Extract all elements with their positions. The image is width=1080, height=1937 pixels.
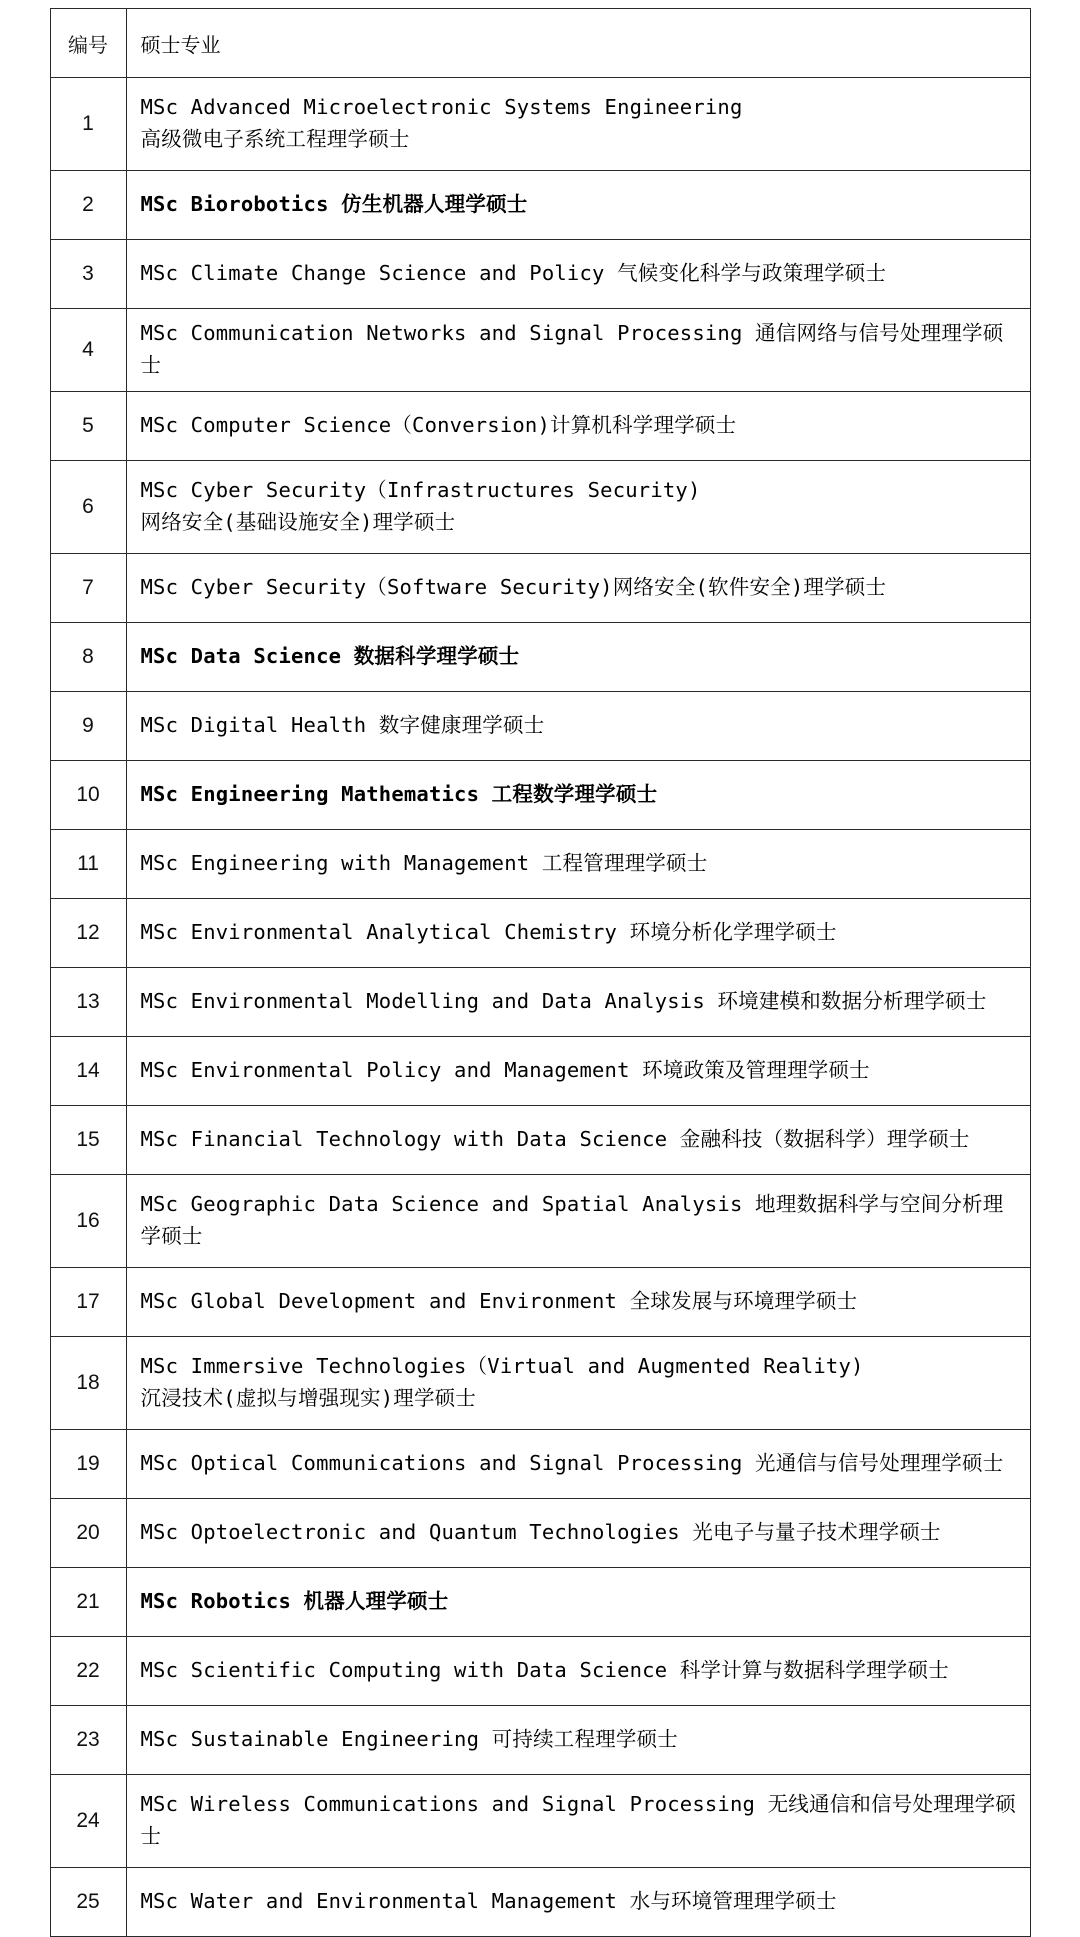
row-number: 9 <box>50 691 126 760</box>
column-header-number: 编号 <box>50 9 126 78</box>
table-body <box>50 78 1030 1937</box>
table-header-row <box>50 9 1030 78</box>
row-number: 12 <box>50 898 126 967</box>
row-major-name: MSc Data Science 数据科学理学硕士 <box>126 622 1030 691</box>
row-major-name: MSc Climate Change Science and Policy 气候变化科学与政策理学硕士 <box>126 240 1030 309</box>
row-major-name: MSc Engineering Mathematics 工程数学理学硕士 <box>126 760 1030 829</box>
row-number: 18 <box>50 1336 126 1429</box>
row-number: 5 <box>50 391 126 460</box>
row-number: 24 <box>50 1774 126 1867</box>
row-major-name: MSc Geographic Data Science and Spatial Analysis 地理数据科学与空间分析理学硕士 <box>126 1174 1030 1267</box>
table-row <box>50 1636 1030 1705</box>
row-major-name: MSc Cyber Security（Infrastructures Security) 网络安全(基础设施安全)理学硕士 <box>126 460 1030 553</box>
row-number: 2 <box>50 171 126 240</box>
table-row <box>50 460 1030 553</box>
row-number: 6 <box>50 460 126 553</box>
table-row <box>50 553 1030 622</box>
row-major-name: MSc Immersive Technologies（Virtual and Augmented Reality) 沉浸技术(虚拟与增强现实)理学硕士 <box>126 1336 1030 1429</box>
table-row <box>50 1105 1030 1174</box>
table-row <box>50 898 1030 967</box>
row-major-name: MSc Cyber Security（Software Security)网络安全(软件安全)理学硕士 <box>126 553 1030 622</box>
row-number: 10 <box>50 760 126 829</box>
row-number: 1 <box>50 78 126 171</box>
row-number: 4 <box>50 309 126 392</box>
row-major-name: MSc Communication Networks and Signal Processing 通信网络与信号处理理学硕士 <box>126 309 1030 392</box>
row-number: 19 <box>50 1429 126 1498</box>
masters-programmes-table <box>50 8 1031 1937</box>
row-major-name: MSc Engineering with Management 工程管理理学硕士 <box>126 829 1030 898</box>
row-major-name: MSc Environmental Analytical Chemistry 环境分析化学理学硕士 <box>126 898 1030 967</box>
row-major-name: MSc Sustainable Engineering 可持续工程理学硕士 <box>126 1705 1030 1774</box>
table-row <box>50 1567 1030 1636</box>
table-row <box>50 1774 1030 1867</box>
table-row <box>50 1036 1030 1105</box>
row-major-name: MSc Global Development and Environment 全球发展与环境理学硕士 <box>126 1267 1030 1336</box>
table-row <box>50 1498 1030 1567</box>
row-major-name: MSc Biorobotics 仿生机器人理学硕士 <box>126 171 1030 240</box>
row-major-name: MSc Computer Science（Conversion)计算机科学理学硕士 <box>126 391 1030 460</box>
row-number: 21 <box>50 1567 126 1636</box>
table-row <box>50 391 1030 460</box>
table-row <box>50 1174 1030 1267</box>
row-major-name: MSc Robotics 机器人理学硕士 <box>126 1567 1030 1636</box>
table-row <box>50 171 1030 240</box>
table-row <box>50 691 1030 760</box>
table-row <box>50 240 1030 309</box>
row-major-name: MSc Water and Environmental Management 水与环境管理理学硕士 <box>126 1867 1030 1936</box>
row-number: 7 <box>50 553 126 622</box>
table-row <box>50 967 1030 1036</box>
table-row <box>50 309 1030 392</box>
row-major-name: MSc Scientific Computing with Data Science 科学计算与数据科学理学硕士 <box>126 1636 1030 1705</box>
table-row <box>50 622 1030 691</box>
row-number: 14 <box>50 1036 126 1105</box>
table-row <box>50 1336 1030 1429</box>
table-row <box>50 829 1030 898</box>
row-number: 13 <box>50 967 126 1036</box>
table-row <box>50 760 1030 829</box>
table-row <box>50 1267 1030 1336</box>
table-header <box>50 9 1030 78</box>
row-number: 25 <box>50 1867 126 1936</box>
row-number: 22 <box>50 1636 126 1705</box>
row-number: 15 <box>50 1105 126 1174</box>
table-row <box>50 1429 1030 1498</box>
row-major-name: MSc Environmental Modelling and Data Analysis 环境建模和数据分析理学硕士 <box>126 967 1030 1036</box>
row-number: 3 <box>50 240 126 309</box>
row-major-name: MSc Environmental Policy and Management 环境政策及管理理学硕士 <box>126 1036 1030 1105</box>
column-header-major: 硕士专业 <box>126 9 1030 78</box>
row-major-name: MSc Wireless Communications and Signal Processing 无线通信和信号处理理学硕士 <box>126 1774 1030 1867</box>
row-number: 11 <box>50 829 126 898</box>
table-row <box>50 78 1030 171</box>
row-major-name: MSc Optoelectronic and Quantum Technologies 光电子与量子技术理学硕士 <box>126 1498 1030 1567</box>
row-major-name: MSc Financial Technology with Data Science 金融科技（数据科学）理学硕士 <box>126 1105 1030 1174</box>
row-number: 17 <box>50 1267 126 1336</box>
row-number: 20 <box>50 1498 126 1567</box>
row-number: 16 <box>50 1174 126 1267</box>
row-major-name: MSc Optical Communications and Signal Processing 光通信与信号处理理学硕士 <box>126 1429 1030 1498</box>
row-major-name: MSc Advanced Microelectronic Systems Engineering 高级微电子系统工程理学硕士 <box>126 78 1030 171</box>
row-major-name: MSc Digital Health 数字健康理学硕士 <box>126 691 1030 760</box>
row-number: 23 <box>50 1705 126 1774</box>
table-row <box>50 1705 1030 1774</box>
table-row <box>50 1867 1030 1936</box>
row-number: 8 <box>50 622 126 691</box>
